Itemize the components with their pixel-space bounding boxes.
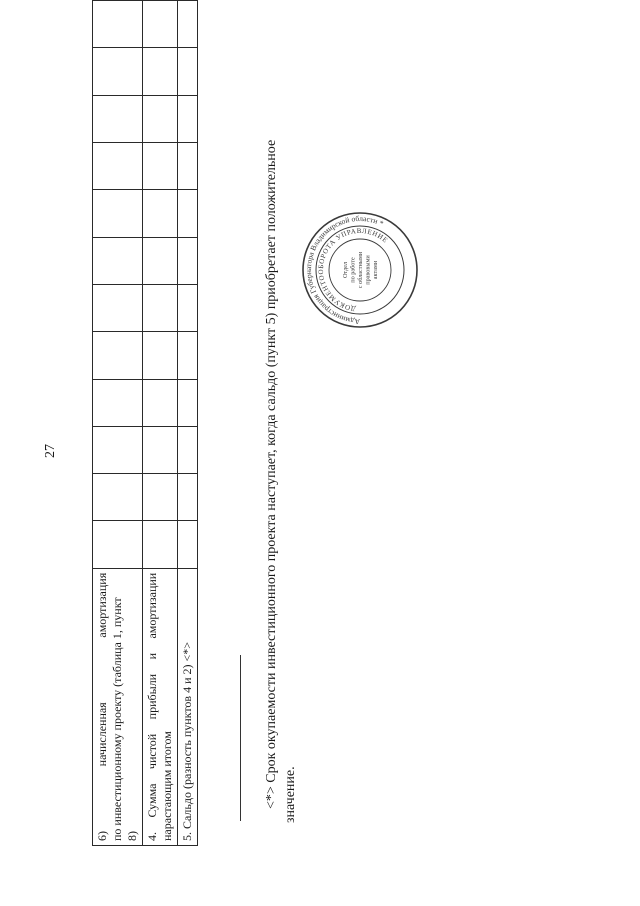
table-cell — [93, 284, 143, 331]
table-cell — [93, 379, 143, 426]
table-cell — [93, 521, 143, 568]
table-cell — [178, 142, 198, 189]
stamp-center-line: Отдел — [342, 261, 350, 279]
table-cell — [143, 142, 178, 189]
table-cell — [93, 332, 143, 379]
table-cell — [178, 190, 198, 237]
row-label-line: 8) — [125, 831, 139, 841]
table-cell — [178, 521, 198, 568]
row-label-balance — [178, 568, 198, 845]
stamp-center-line: по работе — [349, 257, 357, 283]
table-cell — [143, 48, 178, 95]
table-cell — [143, 284, 178, 331]
row-label-line: 6) начисленная амортизация — [95, 572, 109, 841]
footnote-line: <*> Срок окупаемости инвестиционного проекта наступает, когда сальдо (пункт 5) приобретает положительное — [264, 139, 279, 809]
table-cell — [93, 190, 143, 237]
row-label-line: нарастающим итогом — [160, 731, 174, 841]
table-cell — [93, 95, 143, 142]
table-cell — [143, 95, 178, 142]
table-cell — [178, 332, 198, 379]
stamp-center-line: правовыми — [364, 255, 372, 285]
footnote — [262, 83, 300, 823]
stamp-center-line: с областными — [357, 251, 364, 289]
table-cell — [178, 48, 198, 95]
stamp-outer-text: Администрация Губернатора Владимирской области * — [303, 213, 385, 327]
table-row — [143, 1, 178, 846]
table-cell — [93, 48, 143, 95]
table-cell — [178, 284, 198, 331]
stamp-center-text — [342, 251, 379, 288]
table-cell — [178, 1, 198, 48]
table-cell — [178, 95, 198, 142]
table-cell — [143, 379, 178, 426]
table-cell — [178, 379, 198, 426]
table-cell — [143, 521, 178, 568]
table-cell — [93, 1, 143, 48]
stamp-seal-icon — [300, 210, 420, 330]
table-cell — [93, 142, 143, 189]
footnote-separator — [240, 655, 241, 821]
official-stamp — [300, 210, 420, 330]
stamp-inner-text: ДОКУМЕНТООБОРОТА УПРАВЛЕНИЕ — [316, 226, 390, 313]
table-cell — [93, 426, 143, 473]
table-cell — [143, 190, 178, 237]
table-cell — [143, 237, 178, 284]
footnote-line: значение. — [283, 766, 298, 823]
table-cell — [143, 332, 178, 379]
table-cell — [178, 474, 198, 521]
stamp-center-line: актами — [371, 260, 379, 280]
data-table — [92, 0, 198, 846]
row-label-line: 5. Сальдо (разность пунктов 4 и 2) <*> — [180, 641, 194, 841]
table-cell — [93, 474, 143, 521]
table-cell — [178, 237, 198, 284]
table-cell — [143, 474, 178, 521]
table-cell — [93, 237, 143, 284]
table-cell — [143, 1, 178, 48]
page-number: 27 — [43, 444, 58, 458]
table-cell — [178, 426, 198, 473]
table-cell — [143, 426, 178, 473]
row-label-depreciation — [93, 568, 143, 845]
row-label-cumulative-sum — [143, 568, 178, 845]
row-label-line: 4. Сумма чистой прибыли и амортизации — [145, 572, 159, 841]
table-row — [93, 1, 143, 846]
table-row — [178, 1, 198, 846]
row-label-line: по инвестиционному проекту (таблица 1, пункт — [110, 597, 124, 841]
